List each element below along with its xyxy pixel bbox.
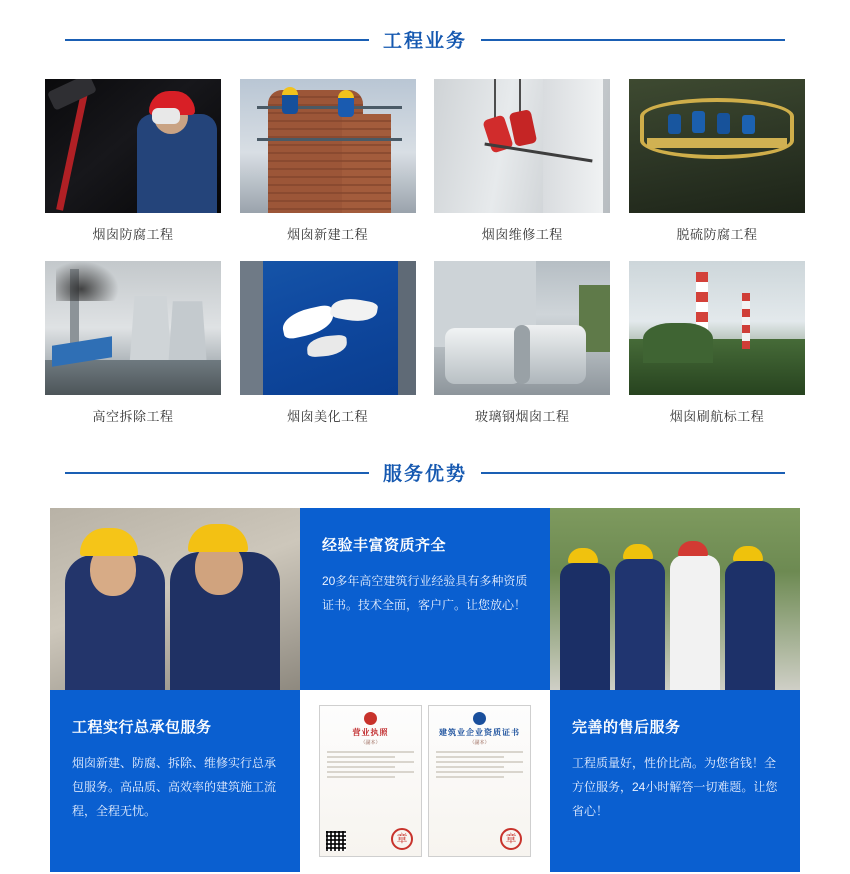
business-card-label: 高空拆除工程 xyxy=(92,409,174,424)
certificate-subtitle: （副本） xyxy=(360,740,381,746)
advantage-card-text: 工程质量好，性价比高。为您省钱！全方位服务，24小时解答一切难题。让您省心！ xyxy=(572,756,778,818)
certificate-seal: 章 xyxy=(391,828,413,850)
advantage-card-general-contracting xyxy=(50,690,300,872)
advantage-grid xyxy=(50,508,800,872)
advantage-card-title: 工程实行总承包服务 xyxy=(72,719,212,736)
thumbnail-frp-chimney[interactable] xyxy=(434,261,610,395)
heading-rule-left xyxy=(65,39,369,41)
heading-rule-right xyxy=(481,39,785,41)
business-card-high-altitude-demolition[interactable] xyxy=(45,261,221,425)
advantage-photo-worker-team xyxy=(550,508,800,690)
heading-rule-right xyxy=(481,472,785,474)
business-card-label: 玻璃钢烟囱工程 xyxy=(475,409,570,424)
advantage-certificates xyxy=(300,690,550,872)
thumbnail-desulfurization-anticorrosion[interactable] xyxy=(629,79,805,213)
business-card-chimney-anticorrosion[interactable] xyxy=(45,79,221,243)
thumbnail-high-altitude-demolition[interactable] xyxy=(45,261,221,395)
business-card-label: 脱硫防腐工程 xyxy=(676,227,758,242)
advantage-card-title: 经验丰富资质齐全 xyxy=(322,537,447,554)
advantage-section-header xyxy=(0,425,850,486)
business-card-label: 烟囱刷航标工程 xyxy=(669,409,765,424)
business-card-desulfurization-anticorrosion[interactable] xyxy=(629,79,805,243)
construction-qualification-certificate xyxy=(428,705,531,857)
advantage-section-title: 服务优势 xyxy=(383,464,468,485)
business-card-aviation-marking[interactable] xyxy=(629,261,805,425)
business-section-title: 工程业务 xyxy=(383,31,468,52)
certificate-text-lines xyxy=(324,751,417,778)
business-card-chimney-construction[interactable] xyxy=(240,79,416,243)
business-card-chimney-beautification[interactable] xyxy=(240,261,416,425)
national-emblem-icon xyxy=(473,712,486,725)
thumbnail-chimney-repair[interactable] xyxy=(434,79,610,213)
certificate-text-lines xyxy=(433,751,526,778)
business-row-2 xyxy=(45,261,805,425)
business-card-label: 烟囱新建工程 xyxy=(287,227,369,242)
advantage-card-title: 完善的售后服务 xyxy=(572,719,681,736)
certificate-title: 营业执照 xyxy=(352,728,389,737)
business-card-frp-chimney[interactable] xyxy=(434,261,610,425)
business-card-label: 烟囱美化工程 xyxy=(287,409,369,424)
thumbnail-chimney-construction[interactable] xyxy=(240,79,416,213)
thumbnail-chimney-anticorrosion[interactable] xyxy=(45,79,221,213)
certificate-subtitle: （副本） xyxy=(469,740,490,746)
national-emblem-icon xyxy=(364,712,377,725)
advantage-card-text: 烟囱新建、防腐、拆除、维修实行总承包服务。高品质、高效率的建筑施工流程，全程无忧。 xyxy=(72,756,277,818)
business-section-header xyxy=(0,0,850,53)
thumbnail-chimney-beautification[interactable] xyxy=(240,261,416,395)
advantage-card-text: 20多年高空建筑行业经验具有多种资质证书。技术全面，客户广。让您放心！ xyxy=(322,574,528,612)
business-card-chimney-repair[interactable] xyxy=(434,79,610,243)
advantage-card-after-sales xyxy=(550,690,800,872)
heading-rule-left xyxy=(65,472,369,474)
thumbnail-aviation-marking[interactable] xyxy=(629,261,805,395)
certificate-seal: 章 xyxy=(500,828,522,850)
qr-code-icon xyxy=(326,831,346,851)
certificate-title: 建筑业企业资质证书 xyxy=(439,728,520,737)
business-license-certificate xyxy=(319,705,422,857)
advantage-card-experience xyxy=(300,508,550,690)
business-grid xyxy=(45,53,805,425)
business-card-label: 烟囱防腐工程 xyxy=(92,227,174,242)
business-row-1 xyxy=(45,79,805,243)
advantage-photo-two-workers xyxy=(50,508,300,690)
business-card-label: 烟囱维修工程 xyxy=(481,227,563,242)
